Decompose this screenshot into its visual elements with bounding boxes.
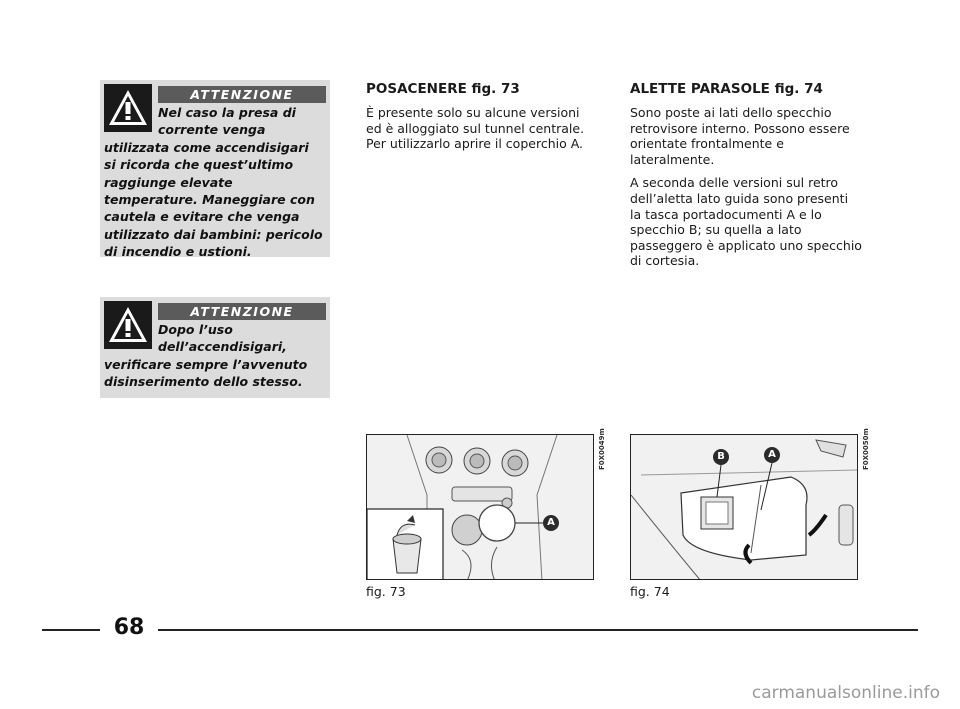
footer-rule-right — [158, 629, 918, 631]
section-sunvisor — [630, 80, 862, 277]
figure-caption: fig. 73 — [366, 584, 406, 599]
figure-74-sunvisor-illustration — [630, 434, 858, 580]
warning-header: ATTENZIONE — [158, 86, 326, 103]
figure-code: F0X0049m — [598, 428, 606, 470]
section-paragraph: A seconda delle versioni sul retro dell’aletta lato guida sono presenti la tasca portadocumenti A e lo specchio B; su quella a lato passeggero è applicato uno specchio di cortesia. — [630, 175, 862, 269]
ashtray-drawing — [367, 435, 594, 580]
warning-text: Nel caso la presa di corrente venga utilizzata come accendisigari si ricorda che quest’ultimo raggiunge elevate temperature. Maneggiare con cautela e evitare che venga utilizzato dai bambini: pericolo di incendio e ustioni. — [104, 105, 323, 260]
warning-header: ATTENZIONE — [158, 303, 326, 320]
page-number: 68 — [113, 615, 145, 640]
warning-triangle-icon — [104, 301, 152, 349]
section-paragraph: Sono poste ai lati dello specchio retrovisore interno. Possono essere orientate frontalmente e lateralmente. — [630, 105, 850, 167]
figure-label-b: B — [717, 451, 725, 462]
watermark: carmanualsonline.info — [751, 683, 940, 703]
warning-box-lighter-heat — [100, 80, 330, 260]
sunvisor-drawing — [631, 435, 858, 580]
footer-rule-left — [42, 629, 100, 631]
warning-box-lighter-disengage — [100, 297, 330, 398]
section-paragraph: È presente solo su alcune versioni ed è alloggiato sul tunnel centrale. Per utilizzarlo aprire il coperchio A. — [366, 105, 585, 152]
section-title: POSACENERE fig. 73 — [366, 81, 520, 97]
figure-caption: fig. 74 — [630, 584, 670, 599]
warning-text: Dopo l’uso dell’accendisigari, verificare sempre l’avvenuto disinserimento dello stesso. — [104, 322, 308, 390]
figure-label-a: A — [547, 517, 555, 528]
figure-code: F0X0050m — [862, 428, 870, 470]
section-title: ALETTE PARASOLE fig. 74 — [630, 81, 823, 97]
warning-triangle-icon — [104, 84, 152, 132]
section-ashtray — [366, 80, 598, 160]
figure-label-a: A — [768, 449, 776, 460]
figure-73-ashtray-illustration — [366, 434, 594, 580]
